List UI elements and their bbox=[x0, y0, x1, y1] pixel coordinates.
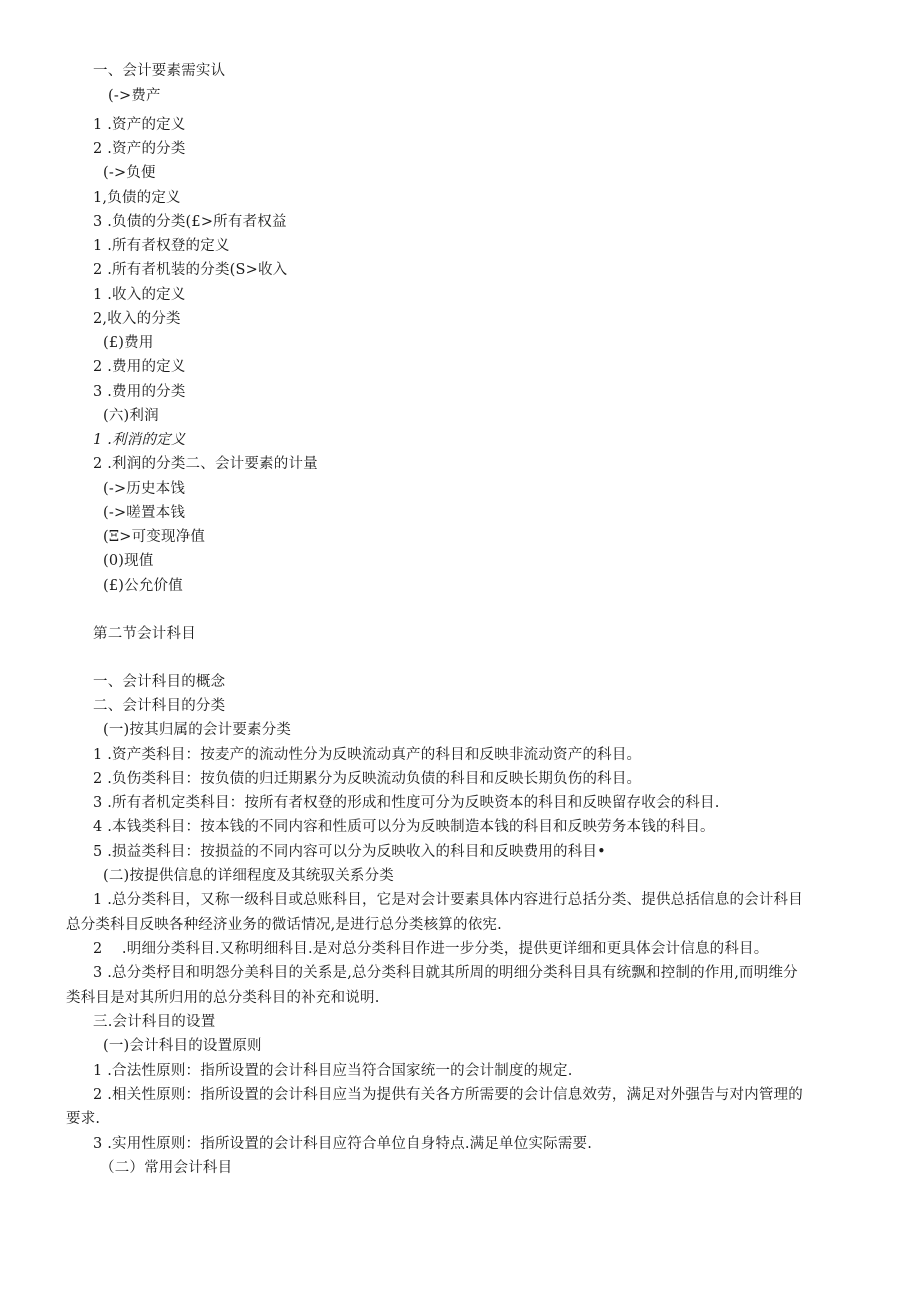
text-line: (Ξ>可变现净值 bbox=[103, 529, 206, 545]
text-line: 1 .合法性原则：指所设置的会计科目应当符合国家统一的会计制度的规定. bbox=[93, 1063, 573, 1079]
text-line: 1,负债的定义 bbox=[93, 190, 181, 206]
text-line: 一、会计科目的概念 bbox=[93, 674, 226, 690]
text-line: 1 .利消的定义 bbox=[93, 432, 186, 448]
text-line: 2 .所有者机装的分类(S>收入 bbox=[93, 262, 288, 278]
text-line: 1 .总分类科目，又称一级科目或总账科目，它是对会计要素具体内容进行总括分类、提供总括信息的会计科目 bbox=[93, 892, 803, 908]
text-line: 1 .收入的定义 bbox=[93, 287, 186, 303]
text-line: 1 .资产的定义 bbox=[93, 117, 186, 133]
text-line: 总分类科目反映各种经济业务的微话情况,是进行总分类核算的依宪. bbox=[66, 917, 502, 933]
text-line: (0)现值 bbox=[103, 553, 154, 569]
text-line: 3 .实用性原则：指所设置的会计科目应符合单位自身特点.满足单位实际需要. bbox=[93, 1136, 593, 1152]
text-line: (£)费用 bbox=[103, 335, 154, 351]
text-line: (一)按其归属的会计要素分类 bbox=[103, 722, 292, 738]
text-line: 5 .损益类科目：按损益的不同内容可以分为反映收入的科目和反映费用的科目• bbox=[93, 844, 606, 860]
text-line: (->历史本饯 bbox=[103, 481, 186, 497]
text-line: 三.会计科目的设置 bbox=[93, 1014, 216, 1030]
text-line: 要求. bbox=[66, 1111, 101, 1127]
text-line: 2,收入的分类 bbox=[93, 311, 181, 327]
text-line: (->嗟置本钱 bbox=[103, 505, 186, 521]
text-line: 4 .本钱类科目：按本钱的不同内容和性质可以分为反映制造本钱的科目和反映劳务本钱的科目。 bbox=[93, 819, 715, 835]
text-line: 3 .负债的分类(£>所有者权益 bbox=[93, 214, 287, 230]
text-line: (->费产 bbox=[108, 88, 161, 104]
text-line: 1 .资产类科目：按麦产的流动性分为反映流动真产的科目和反映非流动资产的科目。 bbox=[93, 747, 642, 763]
text-line: 类科目是对其所归用的总分类科目的补充和说明. bbox=[66, 990, 380, 1006]
text-line: 3 .所有者机定类科目：按所有者权登的形成和性度可分为反映资本的科目和反映留存收会的科目. bbox=[93, 795, 720, 811]
text-line: （二）常用会计科目 bbox=[100, 1160, 233, 1176]
text-line: 2 .相关性原则：指所设置的会计科目应当为提供有关各方所需要的会计信息效劳，满足对外强告与对内管理的 bbox=[93, 1087, 803, 1103]
text-line: 一、会计要素需实认 bbox=[93, 63, 226, 79]
text-line: 2 .资产的分类 bbox=[93, 141, 186, 157]
text-line: 2 .负伤类科目：按负债的归迁期累分为反映流动负债的科目和反映长期负伤的科目。 bbox=[93, 771, 642, 787]
text-line: 2 .费用的定义 bbox=[93, 359, 186, 375]
text-line: 2 .明细分类科目.又称明细科目.是对总分类科目作进一步分类，提供更详细和更具体会计信息的科目。 bbox=[93, 941, 769, 957]
text-line: 2 .利润的分类二、会计要素的计量 bbox=[93, 456, 318, 472]
text-line: (六)利润 bbox=[103, 408, 159, 424]
text-line: 第二节会计科目 bbox=[93, 626, 196, 642]
text-line: (二)按提供信息的详细程度及其统驭关系分类 bbox=[103, 868, 395, 884]
text-line: 3 .费用的分类 bbox=[93, 384, 186, 400]
text-line: 1 .所有者权登的定义 bbox=[93, 238, 230, 254]
text-line: (->负便 bbox=[103, 165, 156, 181]
text-line: (£)公允价值 bbox=[103, 578, 183, 594]
text-line: (一)会计科目的设置原则 bbox=[103, 1038, 262, 1054]
text-line: 3 .总分类杼目和明怨分美科目的关系是,总分类科目就其所周的明细分类科目具有统飘和控制的作用,而明维分 bbox=[93, 965, 798, 981]
text-line: 二、会计科目的分类 bbox=[93, 698, 226, 714]
